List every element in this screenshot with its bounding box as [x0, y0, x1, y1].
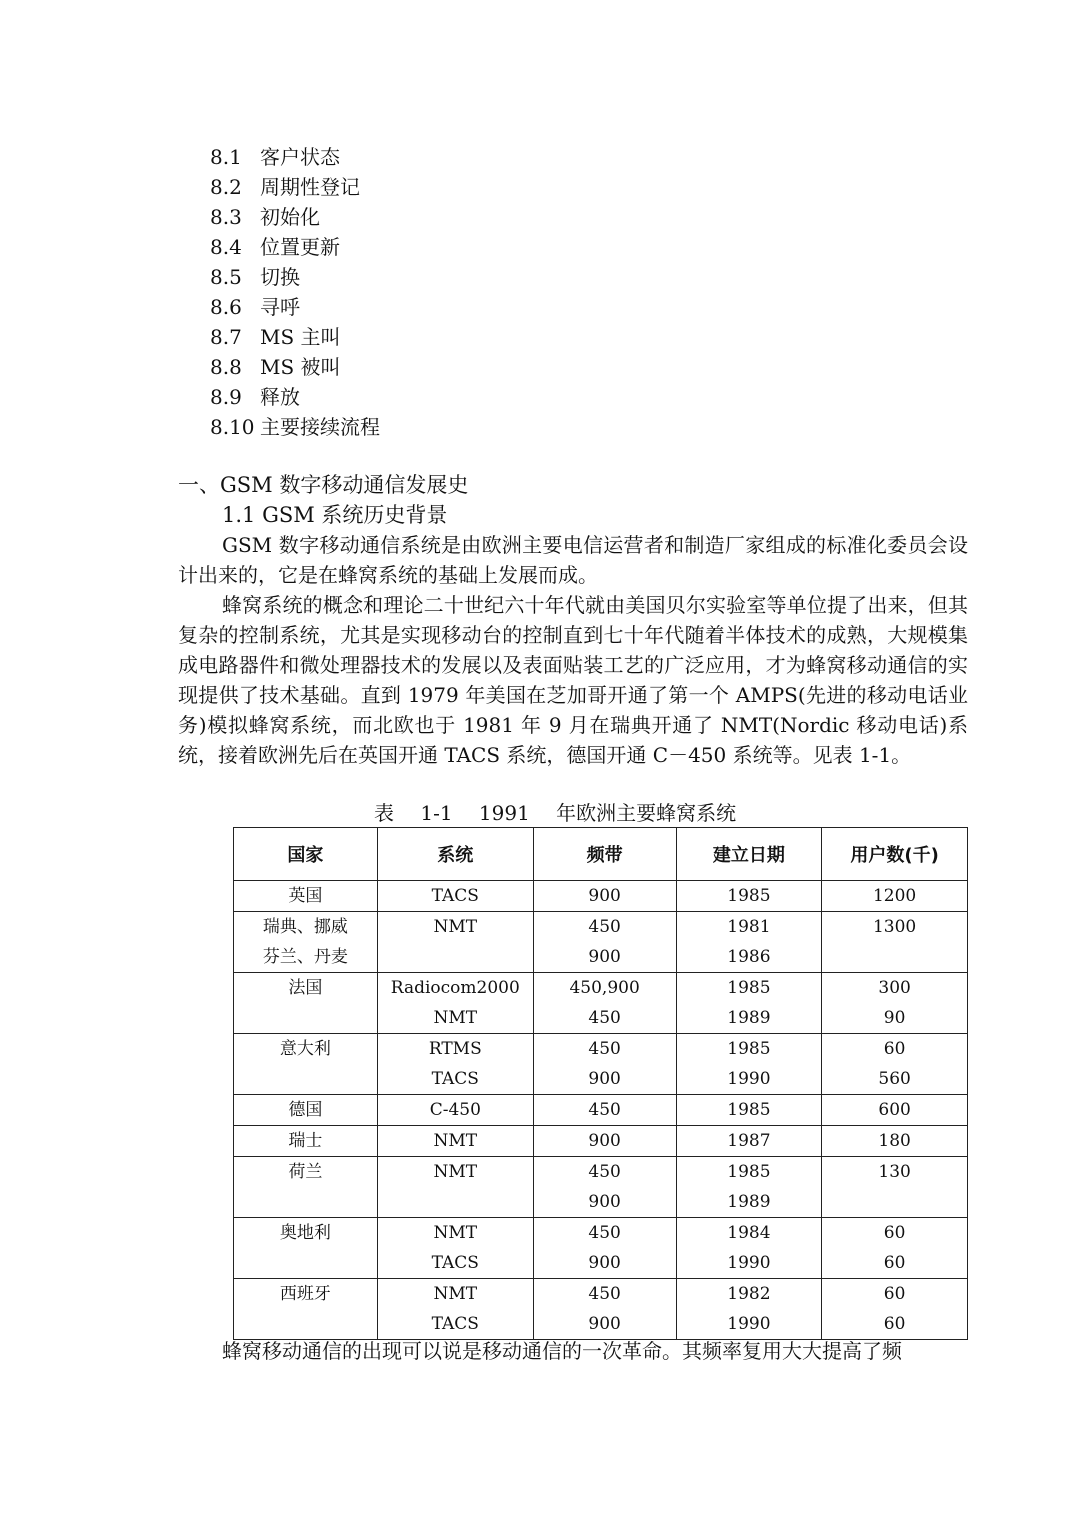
cell-band-line: 900 [588, 1314, 621, 1334]
cell-date [676, 1095, 822, 1126]
cell-system [377, 1279, 533, 1340]
table-caption: 表 1-1 1991 年欧洲主要蜂窝系统 [374, 801, 737, 825]
cell-band-line: 900 [588, 1069, 621, 1089]
toc-item-number: 8.7 [210, 325, 242, 349]
cell-country-line: 瑞典、挪威 [262, 917, 348, 937]
cell-country-line: 法国 [288, 978, 323, 998]
cell-users [822, 973, 968, 1034]
cell-system-line: NMT [433, 1162, 478, 1182]
cell-band-line: 900 [588, 1192, 621, 1212]
header-system: 系统 [377, 828, 533, 881]
toc-item-label: 释放 [260, 385, 300, 409]
cell-band-line: 450 [588, 1039, 621, 1059]
cell-users-line: 90 [883, 1008, 906, 1028]
toc-item [210, 262, 380, 292]
toc-item-label: 位置更新 [260, 235, 340, 259]
cell-date-line: 1989 [727, 1192, 771, 1212]
cell-system-line: Radiocom2000 [390, 978, 520, 998]
paragraph-2: 蜂窝系统的概念和理论二十世纪六十年代就由美国贝尔实验室等单位提了出来，但其复杂的控制系统，尤其是实现移动台的控制直到七十年代随着半体技术的成熟，大规模集成电路器件和微处理器技术的发展以及表面贴装工艺的广泛应用，才为蜂窝移动通信的实现提供了技术基础。直到 1979 年美国在芝加哥开通了第一个 AMPS(先进的移动电话业务)模拟蜂窝系统，而北欧也于 1981 年 9 月在瑞典开通了 NMT(Nordic 移动电话)系统，接着欧洲先后在英国开通 TACS 系统，德国开通 C－450 系统等。见表 1-1。 [178, 593, 968, 767]
cell-date-line: 1985 [727, 978, 771, 998]
cell-date [676, 1157, 822, 1218]
cell-system-line: NMT [433, 1223, 478, 1243]
table-of-contents [210, 142, 380, 442]
table-row [234, 1126, 968, 1157]
cell-band [533, 1157, 676, 1218]
table-row [234, 1218, 968, 1279]
cell-users-line: 300 [878, 978, 911, 998]
cell-date [676, 881, 822, 912]
cell-system-line: TACS [431, 1314, 479, 1334]
cell-users-line: 60 [883, 1253, 906, 1273]
cell-band-line: 900 [588, 1131, 621, 1151]
cell-band [533, 1218, 676, 1279]
cell-band [533, 912, 676, 973]
cell-users [822, 1034, 968, 1095]
cell-band [533, 1126, 676, 1157]
toc-item [210, 172, 380, 202]
table-row [234, 1034, 968, 1095]
cell-date-line: 1984 [727, 1223, 771, 1243]
cell-country [234, 881, 378, 912]
header-band: 频带 [533, 828, 676, 881]
cell-system-line: TACS [431, 886, 479, 906]
cell-system [377, 1126, 533, 1157]
header-users: 用户数(千) [822, 828, 968, 881]
cell-country [234, 912, 378, 973]
header-country: 国家 [234, 828, 378, 881]
table-row [234, 881, 968, 912]
cell-date-line: 1990 [727, 1069, 771, 1089]
cell-users [822, 1095, 968, 1126]
toc-item-label: 客户状态 [260, 145, 340, 169]
cell-system [377, 1034, 533, 1095]
cell-system-line: C-450 [429, 1100, 481, 1120]
cell-band-line: 900 [588, 1253, 621, 1273]
cell-date [676, 1279, 822, 1340]
cell-users-line: 130 [878, 1162, 911, 1182]
cell-band-line: 450 [588, 1100, 621, 1120]
toc-item [210, 202, 380, 232]
toc-item [210, 232, 380, 262]
toc-item-label: 周期性登记 [260, 175, 360, 199]
toc-item-number: 8.1 [210, 145, 242, 169]
cell-system-line: RTMS [428, 1039, 482, 1059]
cell-system [377, 881, 533, 912]
cell-country [234, 1095, 378, 1126]
cell-country [234, 1034, 378, 1095]
cell-band-line: 450,900 [569, 978, 640, 998]
toc-item-number: 8.5 [210, 265, 242, 289]
toc-item-label: MS 被叫 [260, 355, 341, 379]
cell-users-line: 60 [883, 1223, 906, 1243]
header-date: 建立日期 [676, 828, 822, 881]
cell-system [377, 973, 533, 1034]
cell-country-line: 意大利 [279, 1039, 331, 1059]
table-row [234, 912, 968, 973]
cell-date-line: 1986 [727, 947, 771, 967]
cell-country-line: 奥地利 [279, 1223, 331, 1243]
cell-date [676, 1218, 822, 1279]
cell-country [234, 973, 378, 1034]
cell-country-line: 荷兰 [288, 1162, 323, 1182]
paragraph-1: GSM 数字移动通信系统是由欧洲主要电信运营者和制造厂家组成的标准化委员会设计出来的，它是在蜂窝系统的基础上发展而成。 [178, 533, 968, 587]
cell-band-line: 450 [588, 917, 621, 937]
table-row [234, 1279, 968, 1340]
cell-system-line: NMT [433, 1284, 478, 1304]
continuation-text: 蜂窝移动通信的出现可以说是移动通信的一次革命。其频率复用大大提高了频 [222, 1339, 902, 1363]
cell-country-line: 英国 [288, 886, 323, 906]
toc-item-number: 8.2 [210, 175, 242, 199]
cell-band-line: 450 [588, 1162, 621, 1182]
table-row [234, 973, 968, 1034]
cell-band-line: 450 [588, 1008, 621, 1028]
toc-item-label: 切换 [260, 265, 300, 289]
cell-date-line: 1985 [727, 1100, 771, 1120]
toc-item [210, 322, 380, 352]
cell-date-line: 1981 [727, 917, 771, 937]
cell-users [822, 1218, 968, 1279]
subsection-title: 1.1 GSM 系统历史背景 [222, 503, 448, 527]
toc-item-label: 初始化 [260, 205, 320, 229]
cell-system [377, 1218, 533, 1279]
toc-item-number: 8.8 [210, 355, 242, 379]
cell-date-line: 1990 [727, 1253, 771, 1273]
toc-item [210, 382, 380, 412]
toc-item [210, 352, 380, 382]
toc-item-number: 8.3 [210, 205, 242, 229]
cell-band [533, 1095, 676, 1126]
cell-date-line: 1989 [727, 1008, 771, 1028]
cell-users-line: 60 [883, 1039, 906, 1059]
cell-users-line: 1200 [872, 886, 917, 906]
cell-band-line: 450 [588, 1223, 621, 1243]
table-row [234, 1157, 968, 1218]
toc-item [210, 412, 380, 442]
cell-users-line: 60 [883, 1314, 906, 1334]
cell-users [822, 1279, 968, 1340]
toc-item [210, 142, 380, 172]
table-header-row [234, 828, 968, 881]
cell-system-line: NMT [433, 917, 478, 937]
cell-system [377, 912, 533, 973]
toc-item-label: MS 主叫 [260, 325, 341, 349]
cell-country [234, 1218, 378, 1279]
toc-item-number: 8.4 [210, 235, 242, 259]
cell-date-line: 1982 [727, 1284, 771, 1304]
cell-country-line: 德国 [288, 1100, 323, 1120]
cell-date [676, 973, 822, 1034]
cell-users-line: 180 [878, 1131, 911, 1151]
section-title: 一、GSM 数字移动通信发展史 [178, 473, 469, 497]
toc-item-number: 8.6 [210, 295, 242, 319]
toc-item [210, 292, 380, 322]
cell-band [533, 1034, 676, 1095]
cell-date-line: 1985 [727, 1039, 771, 1059]
cell-system [377, 1157, 533, 1218]
table-row [234, 1095, 968, 1126]
cell-system-line: NMT [433, 1131, 478, 1151]
cell-country-line: 瑞士 [288, 1131, 323, 1151]
cell-date [676, 912, 822, 973]
cell-system-line: TACS [431, 1253, 479, 1273]
cell-country [234, 1126, 378, 1157]
cell-band [533, 973, 676, 1034]
cell-users-line: 560 [878, 1069, 911, 1089]
toc-item-number: 8.10 [210, 415, 255, 439]
toc-item-label: 寻呼 [260, 295, 300, 319]
cell-date-line: 1990 [727, 1314, 771, 1334]
cell-country-line: 西班牙 [279, 1284, 331, 1304]
cell-users-line: 1300 [872, 917, 917, 937]
cell-country-line: 芬兰、丹麦 [262, 947, 348, 967]
cell-country [234, 1157, 378, 1218]
toc-item-label: 主要接续流程 [260, 415, 380, 439]
cellular-systems-table [233, 827, 968, 1340]
cell-date-line: 1985 [727, 886, 771, 906]
cell-band-line: 900 [588, 947, 621, 967]
cell-band [533, 1279, 676, 1340]
cell-date-line: 1985 [727, 1162, 771, 1182]
cell-band-line: 450 [588, 1284, 621, 1304]
cell-users [822, 881, 968, 912]
cell-users-line: 60 [883, 1284, 906, 1304]
cell-country [234, 1279, 378, 1340]
toc-item-number: 8.9 [210, 385, 242, 409]
cell-band-line: 900 [588, 886, 621, 906]
cell-system [377, 1095, 533, 1126]
cell-date-line: 1987 [727, 1131, 771, 1151]
cell-users [822, 1157, 968, 1218]
cell-date [676, 1126, 822, 1157]
cell-users-line: 600 [878, 1100, 911, 1120]
cell-band [533, 881, 676, 912]
cell-users [822, 1126, 968, 1157]
cell-users [822, 912, 968, 973]
cell-system-line: TACS [431, 1069, 479, 1089]
cell-system-line: NMT [433, 1008, 478, 1028]
cell-date [676, 1034, 822, 1095]
